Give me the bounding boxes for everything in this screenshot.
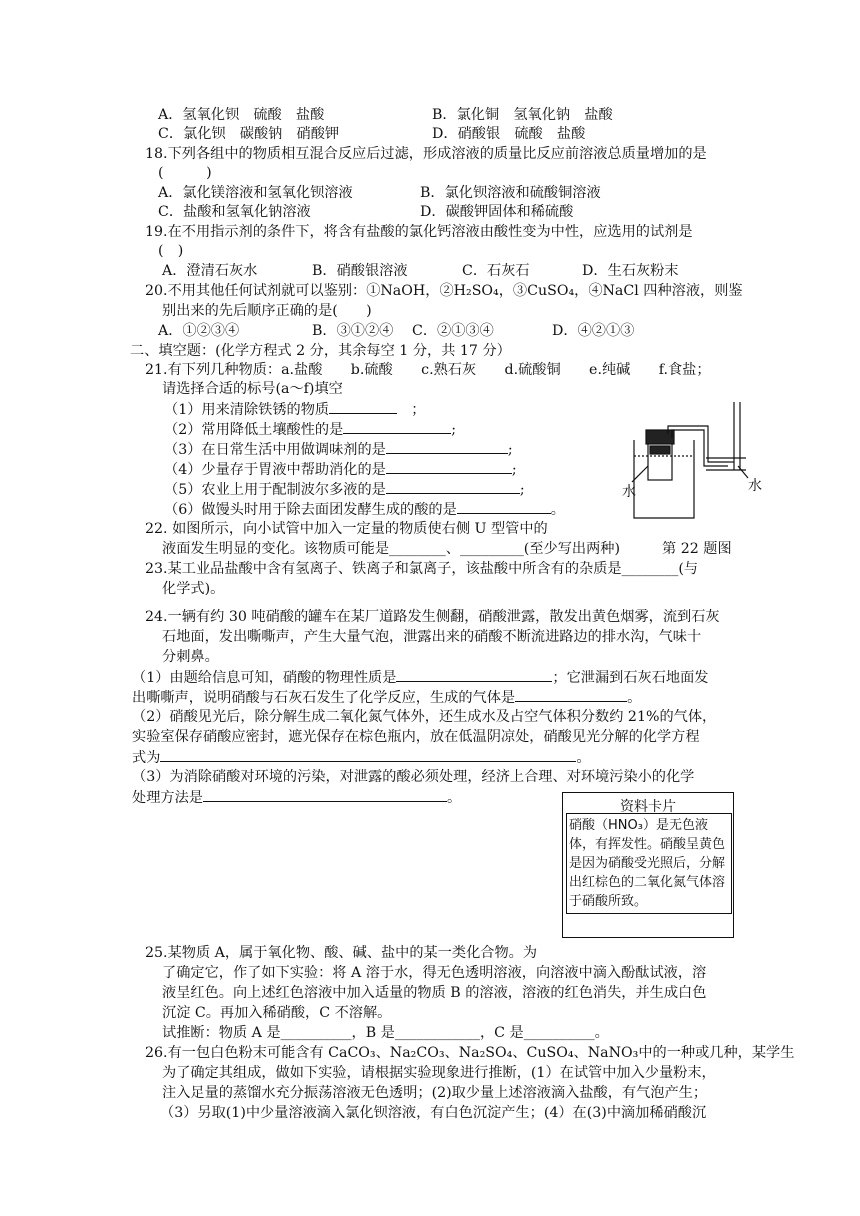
q24-part2-text: 式为 (132, 750, 161, 766)
q23-line-1: 23.某工业品盐酸中含有氢离子、铁离子和氯离子，该盐酸中所含有的杂质是________(与 (145, 561, 699, 577)
q21-item-1: （1）用来清除铁锈的物质 ； (164, 402, 426, 418)
q25-line-3: 液呈红色。向上述红色溶液中加入适量的物质 B 的溶液，溶液的红色消失，并生成白色 (162, 985, 707, 1001)
q21-item-3: （3）在日常生活中用做调味剂的是 ; (164, 442, 513, 458)
answer-blank[interactable] (386, 440, 508, 454)
q24-part1-text-2: ；它泄漏到石灰石地面发 (552, 670, 709, 686)
q19-stem: 19.在不用指示剂的条件下，将含有盐酸的氯化钙溶液由酸性变为中性，应选用的试剂是 (145, 224, 693, 240)
q24-part1-text-3: 出嘶嘶声，说明硝酸与石灰石发生了化学反应，生成的气体是 (132, 690, 516, 706)
q21-item-2: （2）常用降低土壤酸性的是 ; (164, 422, 457, 438)
q21-item-3-text: （3）在日常生活中用做调味剂的是 (164, 442, 386, 458)
q21-item-4-text: （4）少量存于胃液中帮助消化的是 (164, 462, 386, 478)
figure-caption: 第 22 题图 (662, 541, 732, 557)
info-card-title: 资料卡片 (620, 799, 676, 815)
q21-item-5: （5）农业上用于配制波尔多液的是 ; (164, 482, 525, 498)
q26-line-4: （3）另取(1)中少量溶液滴入氯化钡溶液，有白色沉淀产生；(4）在(3)中滴加稀硝酸沉 (160, 1105, 707, 1121)
answer-blank[interactable] (386, 480, 520, 494)
q21-item-6: （6）做馒头时用于除去面团发酵生成的酸的是 。 (164, 502, 565, 518)
q25-line-2: 了确定它，作了如下实验：将 A 溶于水，得无色透明溶液，向溶液中滴入酚酞试液，溶 (162, 965, 707, 981)
q21-stem: 21.有下列几种物质：a.盐酸 b.硫酸 c.熟石灰 d.硫酸铜 e.纯碱 f.食盐； (145, 362, 711, 378)
figure-label-water-left: 水 (622, 484, 636, 500)
q18-option-c: C．盐酸和氢氧化钠溶液 (158, 204, 311, 220)
q19-option-c: C．石灰石 (462, 263, 530, 279)
u-tube-apparatus-figure (610, 400, 770, 520)
q21-item-6-text: （6）做馒头时用于除去面团发酵生成的酸的是 (164, 502, 457, 518)
water-pointer-right (738, 466, 748, 478)
q24-part2-line2: 实验室保存硝酸应密封，遮光保存在棕色瓶内，放在低温阴凉处，硝酸见光分解的化学方程 (132, 729, 700, 745)
q20-stem: 20.不用其他任何试剂就可以鉴别：①NaOH，②H₂SO₄，③CuSO₄，④NaCl 四种溶液，则鉴 (145, 283, 743, 299)
q25-line-4: 沉淀 C。再加入稀硝酸，C 不溶解。 (162, 1005, 392, 1021)
q24-part3-text: 处理方法是 (132, 790, 203, 806)
q18-option-a: A．氯化镁溶液和氢氧化钡溶液 (158, 185, 353, 201)
q17-option-a: A．氢氧化钡 硫酸 盐酸 (158, 107, 325, 123)
section-heading: 二、填空题：(化学方程式 2 分，其余每空 1 分，共 17 分） (130, 343, 511, 359)
q24-line-2: 石地面，发出嘶嘶声，产生大量气泡，泄露出来的硝酸不断流进路边的排水沟，气味十 (162, 629, 702, 645)
q21-item-2-text: （2）常用降低土壤酸性的是 (164, 422, 344, 438)
q20-option-d: D．④②①③ (552, 323, 635, 339)
q24-part1-text: （1）由题给信息可知，硝酸的物理性质是 (132, 670, 397, 686)
q21-instruction: 请选择合适的标号(a～f)填空 (162, 381, 343, 397)
figure-label-water-right: 水 (748, 478, 762, 494)
q20-option-a: A．①②③④ (158, 323, 240, 339)
answer-blank[interactable] (329, 400, 397, 414)
answer-blank[interactable] (386, 460, 512, 474)
answer-blank[interactable] (343, 420, 451, 434)
q18-stem: 18.下列各组中的物质相互混合反应后过滤，形成溶液的质量比反应前溶液总质量增加的是 (145, 146, 707, 162)
stopper (646, 430, 674, 444)
q24-line-1: 24.一辆有约 30 吨硝酸的罐车在某厂道路发生侧翻，硝酸泄露，散发出黄色烟雾，流到石灰 (145, 609, 720, 625)
q24-line-3: 分刺鼻。 (162, 649, 219, 665)
q18-option-b: B．氯化钡溶液和硫酸铜溶液 (420, 185, 601, 201)
q18-option-d: D．碳酸钾固体和稀硫酸 (420, 204, 574, 220)
info-card (562, 792, 734, 938)
info-card-body: 硝酸（HNO₃）是无色液体，有挥发性。硝酸呈黄色是因为硝酸受光照后，分解出红棕色的二氧化氮气体溶于硝酸所致。 (566, 813, 732, 914)
q19-option-b: B．硝酸银溶液 (312, 263, 408, 279)
answer-blank[interactable] (515, 688, 627, 702)
q20-option-c: C．②①③④ (412, 323, 494, 339)
q17-option-c: C．氯化钡 碳酸钠 硝酸钾 (158, 126, 340, 142)
q18-paren: ( ) (158, 165, 212, 181)
q20-stem-2: 别出来的先后顺序正确的是( ) (162, 303, 372, 319)
q25-line-1: 25.某物质 A，属于氧化物、酸、碱、盐中的某一类化合物。为 (145, 945, 538, 961)
q24-part1-line2: 出嘶嘶声，说明硝酸与石灰石发生了化学反应，生成的气体是 。 (132, 690, 642, 706)
q25-line-5: 试推断：物质 A 是__________，B 是____________，C 是__________。 (162, 1025, 609, 1041)
q17-option-d: D．硝酸银 硫酸 盐酸 (432, 126, 586, 142)
q23-line-2: 化学式)。 (162, 581, 225, 597)
q22-line-2: 液面发生明显的变化。该物质可能是________、_________(至少写出两种) (162, 541, 620, 557)
q22-line-1: 22. 如图所示，向小试管中加入一定量的物质使右侧 U 型管中的 (145, 521, 548, 537)
q26-line-1: 26.有一包白色粉末可能含有 CaCO₃、Na₂CO₃、Na₂SO₄、CuSO₄、NaNO₃中的一种或几种，某学生 (145, 1045, 795, 1061)
q24-part3-line2: 处理方法是 。 (132, 790, 462, 806)
answer-blank[interactable] (160, 748, 576, 762)
q21-item-4: （4）少量存于胃液中帮助消化的是 ; (164, 462, 517, 478)
connecting-tube-inner (672, 430, 728, 466)
stopper-lower (650, 446, 670, 454)
answer-blank[interactable] (457, 500, 551, 514)
q21-item-1-text: （1）用来清除铁锈的物质 (164, 402, 330, 418)
q24-part2-line1: （2）硝酸见光后，除分解生成二氧化氮气体外，还生成水及占空气体积分数约 21%的气体， (132, 709, 717, 725)
q17-option-b: B．氯化铜 氢氧化钠 盐酸 (432, 107, 613, 123)
q21-item-5-text: （5）农业上用于配制波尔多液的是 (164, 482, 386, 498)
answer-blank[interactable] (396, 668, 552, 682)
q24-part3-line1: （3）为消除硝酸对环境的污染，对泄露的酸必须处理，经济上合理、对环境污染小的化学 (132, 769, 695, 785)
q24-part2-line3: 式为 。 (132, 750, 591, 766)
connecting-tube (668, 426, 728, 462)
q19-option-d: D．生石灰粉末 (582, 263, 679, 279)
q26-line-2: 为了确定其组成，做如下实验，请根据实验现象进行推断，(1）在试管中加入少量粉末， (162, 1065, 716, 1081)
answer-blank[interactable] (203, 788, 447, 802)
q24-part1-line1 (132, 668, 708, 687)
q26-line-3: 注入足量的蒸馏水充分振荡溶液无色透明；(2)取少量上述溶液滴入盐酸，有气泡产生； (162, 1085, 708, 1101)
q19-option-a: A．澄清石灰水 (162, 263, 258, 279)
q20-option-b: B．③①②④ (312, 323, 394, 339)
q19-paren: ( ) (158, 243, 184, 259)
